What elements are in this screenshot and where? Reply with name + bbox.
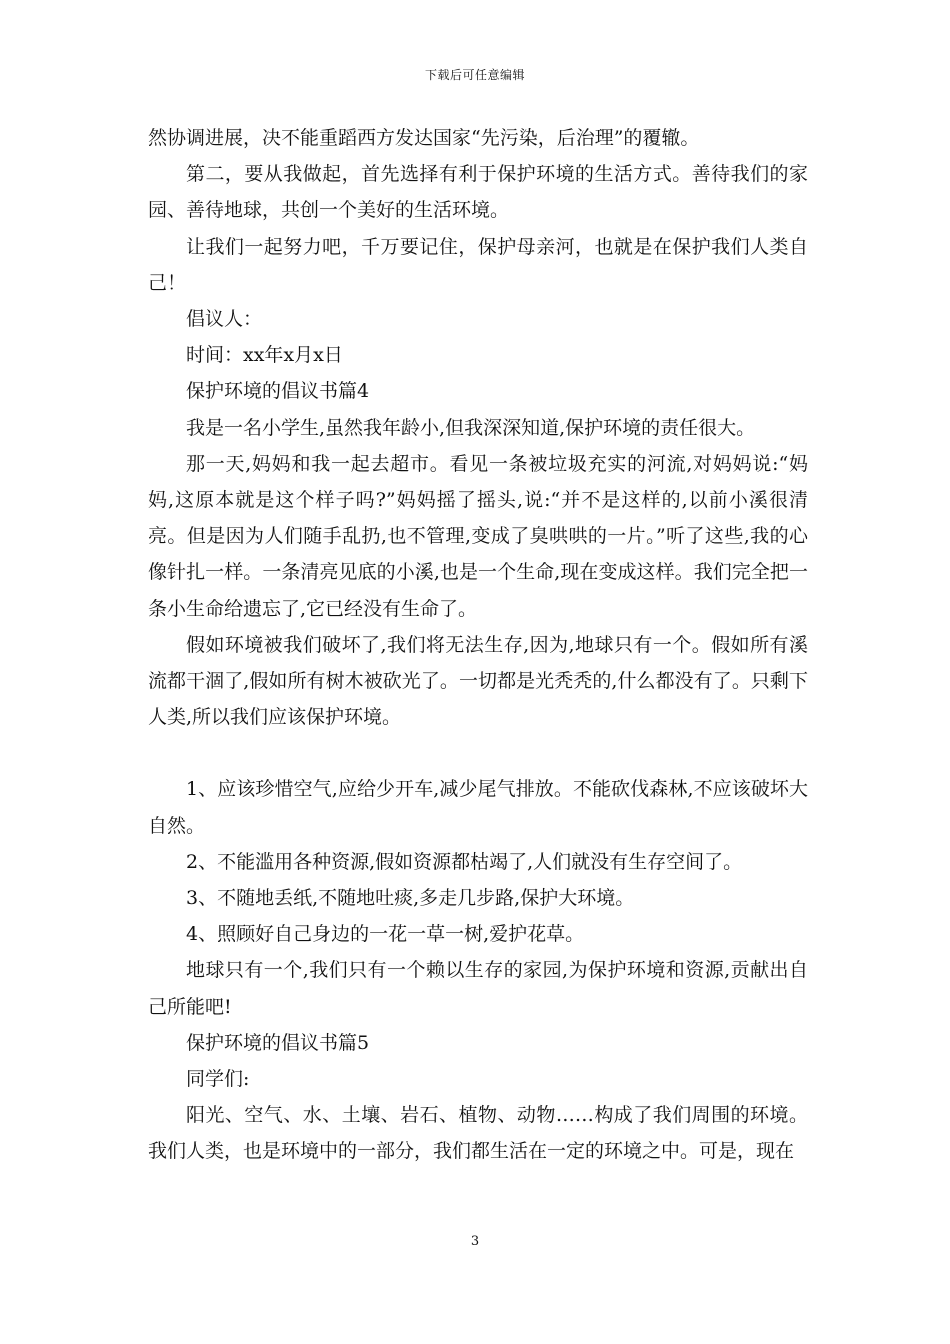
list-item: 3、不随地丢纸,不随地吐痰,多走几步路,保护大环境。 bbox=[186, 887, 635, 910]
blank-line bbox=[148, 735, 808, 771]
list-item: 1、应该珍惜空气,应给少开车,减少尾气排放。不能砍伐森林,不应该破坏大自然。 bbox=[148, 778, 808, 837]
paragraph: 那一天,妈妈和我一起去超市。看见一条被垃圾充实的河流,对妈妈说:“妈妈,这原本就是这个样子吗?”妈妈摇了摇头,说:“并不是这样的,以前小溪很清亮。但是因为人们随手乱扔,也不管理,变成了臭哄哄的一片。”听了这些,我的心像针扎一样。一条清亮见底的小溪,也是一个生命,现在变成这样。我们完全把一条小生命给遗忘了,它已经没有生命了。 bbox=[148, 452, 808, 620]
paragraph: 第二，要从我做起，首先选择有利于保护环境的生活方式。善待我们的家园、善待地球，共创一个美好的生活环境。 bbox=[148, 163, 808, 222]
paragraph: 让我们一起努力吧，千万要记住，保护母亲河，也就是在保护我们人类自己！ bbox=[148, 235, 808, 294]
section-title: 保护环境的倡议书篇5 bbox=[186, 1031, 370, 1054]
list-item: 2、不能滥用各种资源,假如资源都枯竭了,人们就没有生存空间了。 bbox=[186, 850, 743, 873]
paragraph: 然协调进展，决不能重蹈西方发达国家“先污染，后治理”的覆辙。 bbox=[148, 127, 700, 149]
date-line: 时间：xx年x月x日 bbox=[186, 344, 343, 367]
document-body bbox=[148, 120, 808, 1170]
paragraph: 假如环境被我们破坏了,我们将无法生存,因为,地球只有一个。假如所有溪流都干涸了,假如所有树木被砍光了。一切都是光秃秃的,什么都没有了。只剩下人类,所以我们应该保护环境。 bbox=[148, 633, 808, 729]
paragraph: 我是一名小学生,虽然我年龄小,但我深深知道,保护环境的责任很大。 bbox=[186, 416, 756, 439]
section-title: 保护环境的倡议书篇4 bbox=[186, 380, 370, 403]
page-number: 3 bbox=[470, 1234, 480, 1249]
page-header: 下载后可任意编辑 bbox=[424, 68, 525, 82]
signature-label: 倡议人： bbox=[186, 308, 263, 331]
salutation: 同学们: bbox=[186, 1068, 250, 1091]
list-item: 4、照顾好自己身边的一花一草一树,爱护花草。 bbox=[186, 923, 585, 946]
paragraph: 地球只有一个,我们只有一个赖以生存的家园,为保护环境和资源,贡献出自己所能吧! bbox=[148, 959, 808, 1018]
paragraph: 阳光、空气、水、土壤、岩石、植物、动物……构成了我们周围的环境。我们人类，也是环境中的一部分，我们都生活在一定的环境之中。可是，现在 bbox=[148, 1104, 808, 1163]
